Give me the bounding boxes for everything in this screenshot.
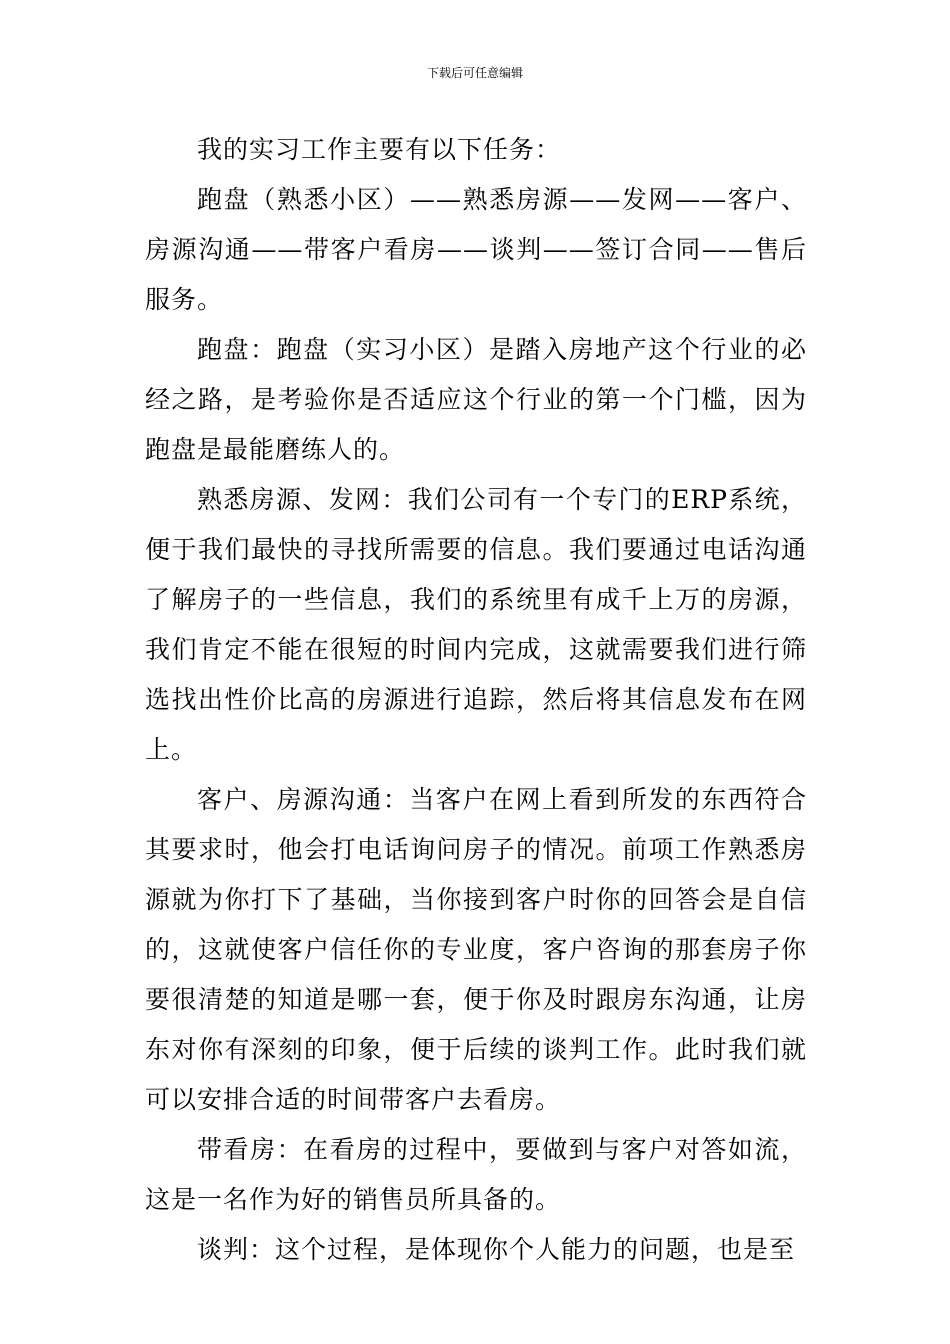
paragraph-viewing: 带看房：在看房的过程中，要做到与客户对答如流，这是一名作为好的销售员所具备的。 (145, 1135, 807, 1214)
paragraph-client-communication: 客户、房源沟通：当客户在网上看到所发的东西符合其要求时，他会打电话询问房子的情况。前项工作熟悉房源就为你打下了基础，当你接到客户时你的回答会是自信的，这就使客户信任你的专业度，客户咨询的那套房子你要很清楚的知道是哪一套，便于你及时跟房东沟通，让房东对你有深刻的印象，便于后续的谈判工作。此时我们就可以安排合适的时间带客户去看房。 (145, 785, 807, 1114)
document-body (145, 125, 807, 1275)
paragraph-paopan: 跑盘：跑盘（实习小区）是踏入房地产这个行业的必经之路，是考验你是否适应这个行业的第一个门槛，因为跑盘是最能磨练人的。 (145, 335, 807, 464)
paragraph-listings: 熟悉房源、发网：我们公司有一个专门的ERP系统，便于我们最快的寻找所需要的信息。我们要通过电话沟通了解房子的一些信息，我们的系统里有成千上万的房源，我们肯定不能在很短的时间内完成，这就需要我们进行筛选找出性价比高的房源进行追踪，然后将其信息发布在网上。 (145, 485, 807, 764)
paragraph-negotiation: 谈判：这个过程，是体现你个人能力的问题，也是至 (197, 1235, 796, 1264)
paragraph-workflow: 跑盘（熟悉小区）——熟悉房源——发网——客户、房源沟通——带客户看房——谈判——签订合同——售后服务。 (145, 185, 807, 314)
paragraph-task-intro: 我的实习工作主要有以下任务： (197, 135, 562, 164)
page-header-note: 下载后可任意编辑 (426, 66, 523, 80)
